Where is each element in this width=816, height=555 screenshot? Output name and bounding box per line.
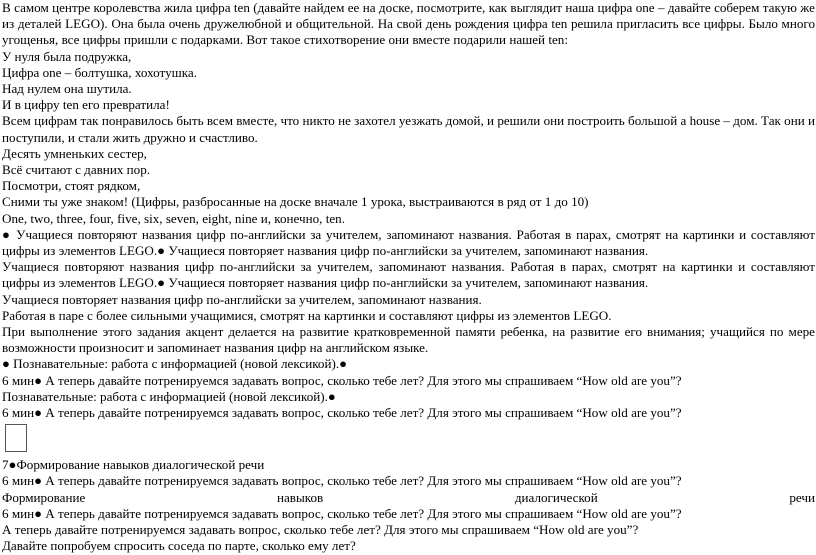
note-paragraph: При выполнение этого задания акцент делается на развитие кратковременной памяти ребенка, на развитие его внимания; учащийся по мере возможности произносит и запоминает названия цифр на английском языке. [2,324,815,356]
question-line: 6 мин● А теперь давайте потренируемся задавать вопрос, сколько тебе лет? Для этого мы спрашиваем “How old are you”? [2,405,682,421]
poem-line: Над нулем она шутила. [2,81,132,97]
spread-word: Формирование [2,489,86,505]
activity-line: Работая в паре с более сильными учащимися, смотрят на картинки и составляют цифры из элементов LEGO. [2,307,612,323]
poem-line: Всё считают с давних пор. [2,162,151,178]
empty-table-cell [5,424,27,452]
question-line: А теперь давайте потренируемся задавать вопрос, сколько тебе лет? Для этого мы спрашиваем “How old are you”? [2,522,639,538]
question-line: Давайте попробуем спросить соседа по парте, сколько ему лет? [2,538,356,554]
poem-line: У нуля была подружка, [2,48,132,64]
spread-word: навыков [276,489,324,505]
poem-line: Сними ты уже знаком! (Цифры, разбросанные на доске вначале 1 урока, выстраиваются в ряд от 1 до 10) [2,194,589,210]
spread-line [2,490,815,506]
spread-word: диалогической [514,489,598,505]
poem-line: Посмотри, стоят рядком, [2,178,141,194]
poem-line: Цифра one – болтушка, хохотушка. [2,64,197,80]
activity-line: Учащиеся повторяет названия цифр по-английски за учителем, запоминают названия. [2,291,482,307]
question-line: 6 мин● А теперь давайте потренируемся задавать вопрос, сколько тебе лет? Для этого мы спрашиваем “How old are you”? [2,473,682,489]
poem-line: И в цифру ten его превратила! [2,97,170,113]
poem-line: Десять умненьких сестер, [2,145,147,161]
question-line: 6 мин● А теперь давайте потренируемся задавать вопрос, сколько тебе лет? Для этого мы спрашиваем “How old are you”? [2,372,682,388]
story-paragraph: Всем цифрам так понравилось быть всем вместе, что никто не захотел уезжать домой, и решили они построить большой а house – дом. Так они и поступили, и стали жить дружно и счастливо. [2,113,815,145]
activity-paragraph: Учащиеся повторяют названия цифр по-английски за учителем, запоминают названия. Работая в парах, смотрят на картинки и составляют цифры из элементов LEGO.● Учащиеся повторяет названия цифр по-английски за учителем, запоминают названия. [2,259,815,291]
cognitive-line: ● Познавательные: работа с информацией (новой лексикой).● [2,356,348,372]
cognitive-line: Познавательные: работа с информацией (новой лексикой).● [2,388,336,404]
activity-paragraph: ● Учащиеся повторяют названия цифр по-английски за учителем, запоминают названия. Работая в парах, смотрят на картинки и составляют цифры из элементов LEGO.● Учащиеся повторяет названия цифр по-английски за учителем, запоминают названия. [2,226,815,259]
numbers-line: One, two, three, four, five, six, seven, eight, nine и, конечно, ten. [2,210,345,226]
intro-paragraph: В самом центре королевства жила цифра ten (давайте найдем ее на доске, посмотрите, как выглядит наша цифра one – давайте соберем такую же из деталей LEGO). Она была очень дружелюбной и общительной. На свой день рождения цифра ten решила пригласить все цифры. Было много угощенья, все цифры пришли с подарками. Вот такое стихотворение они вместе подарили нашей ten: [2,0,815,48]
section-heading: 7●Формирование навыков диалогической речи [2,457,265,473]
question-line: 6 мин● А теперь давайте потренируемся задавать вопрос, сколько тебе лет? Для этого мы спрашиваем “How old are you”? [2,505,682,521]
spread-word: речи [789,489,815,505]
